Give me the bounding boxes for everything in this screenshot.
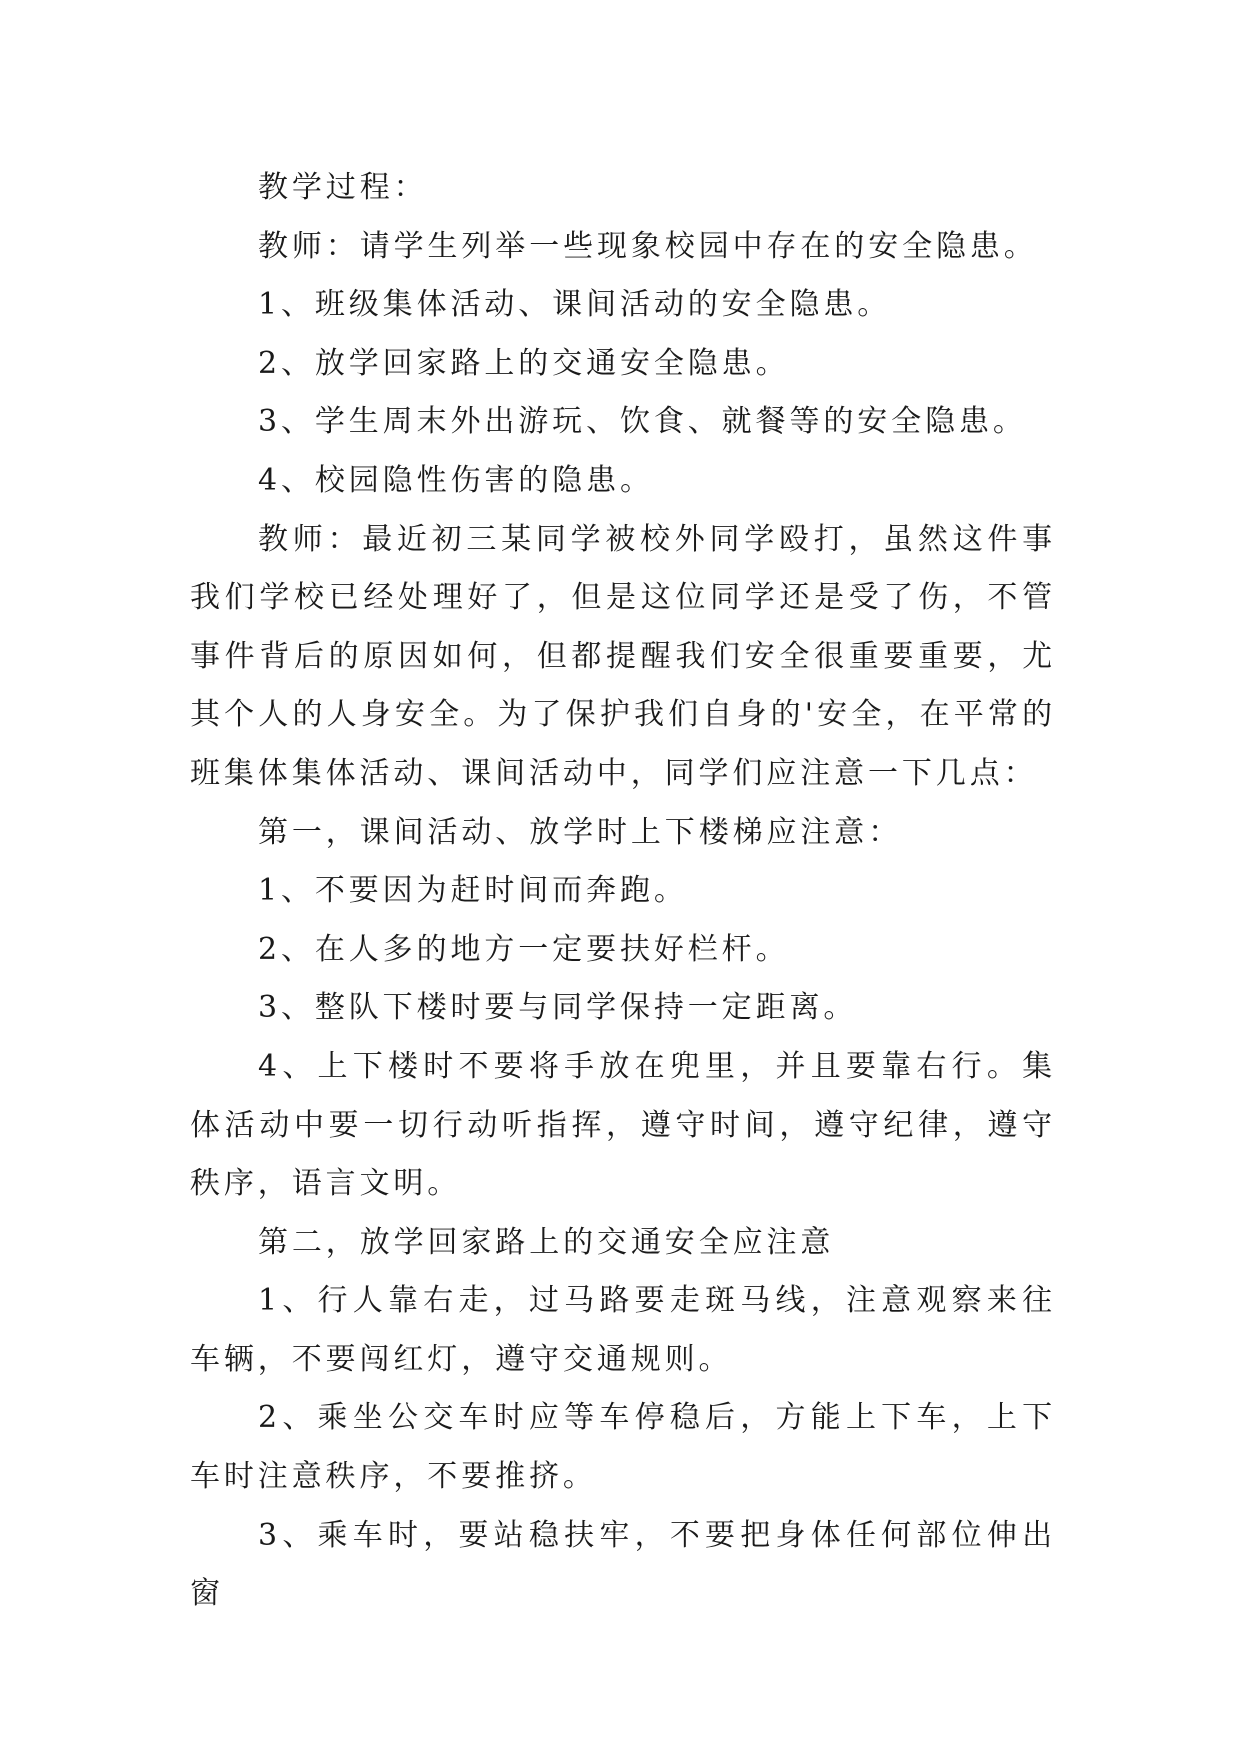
- paragraph-traffic-1: 1、行人靠右走，过马路要走斑马线，注意观察来往车辆，不要闯红灯，遵守交通规则。: [190, 1283, 1056, 1377]
- paragraph-stairs-2: 2、在人多的地方一定要扶好栏杆。: [258, 931, 790, 967]
- paragraph-heading-process: 教学过程：: [258, 170, 428, 205]
- paragraph-stairs-4: 4、上下楼时不要将手放在兜里，并且要靠右行。集体活动中要一切行动听指挥，遵守时间，遵守纪律，遵守秩序，语言文明。: [190, 1048, 1056, 1202]
- paragraph-hazard-2: 2、放学回家路上的交通安全隐患。: [258, 345, 790, 381]
- document-body: [190, 159, 1056, 1624]
- paragraph-traffic-3: 3、乘车时，要站稳扶牢，不要把身体任何部位伸出窗: [190, 1517, 1056, 1612]
- paragraph-hazard-1: 1、班级集体活动、课间活动的安全隐患。: [258, 287, 892, 323]
- paragraph-section-second: 第二，放学回家路上的交通安全应注意: [258, 1224, 835, 1260]
- paragraph-hazard-4: 4、校园隐性伤害的隐患。: [258, 462, 654, 498]
- paragraph-teacher-story: 教师：最近初三某同学被校外同学殴打，虽然这件事我们学校已经处理好了，但是这位同学还是受了伤，不管事件背后的原因如何，但都提醒我们安全很重要重要，尤其个人的人身安全。为了保护我们自身的'安全，在平常的班集体集体活动、课间活动中，同学们应注意一下几点：: [190, 521, 1056, 791]
- paragraph-stairs-1: 1、不要因为赶时间而奔跑。: [258, 873, 688, 909]
- paragraph-hazard-3: 3、学生周末外出游玩、饮食、就餐等的安全隐患。: [258, 404, 1027, 440]
- paragraph-section-first: 第一，课间活动、放学时上下楼梯应注意：: [258, 814, 903, 850]
- paragraph-traffic-2: 2、乘坐公交车时应等车停稳后，方能上下车，上下车时注意秩序，不要推挤。: [190, 1400, 1056, 1495]
- paragraph-teacher-prompt: 教师：请学生列举一些现象校园中存在的安全隐患。: [258, 228, 1038, 264]
- paragraph-stairs-3: 3、整队下楼时要与同学保持一定距离。: [258, 990, 858, 1026]
